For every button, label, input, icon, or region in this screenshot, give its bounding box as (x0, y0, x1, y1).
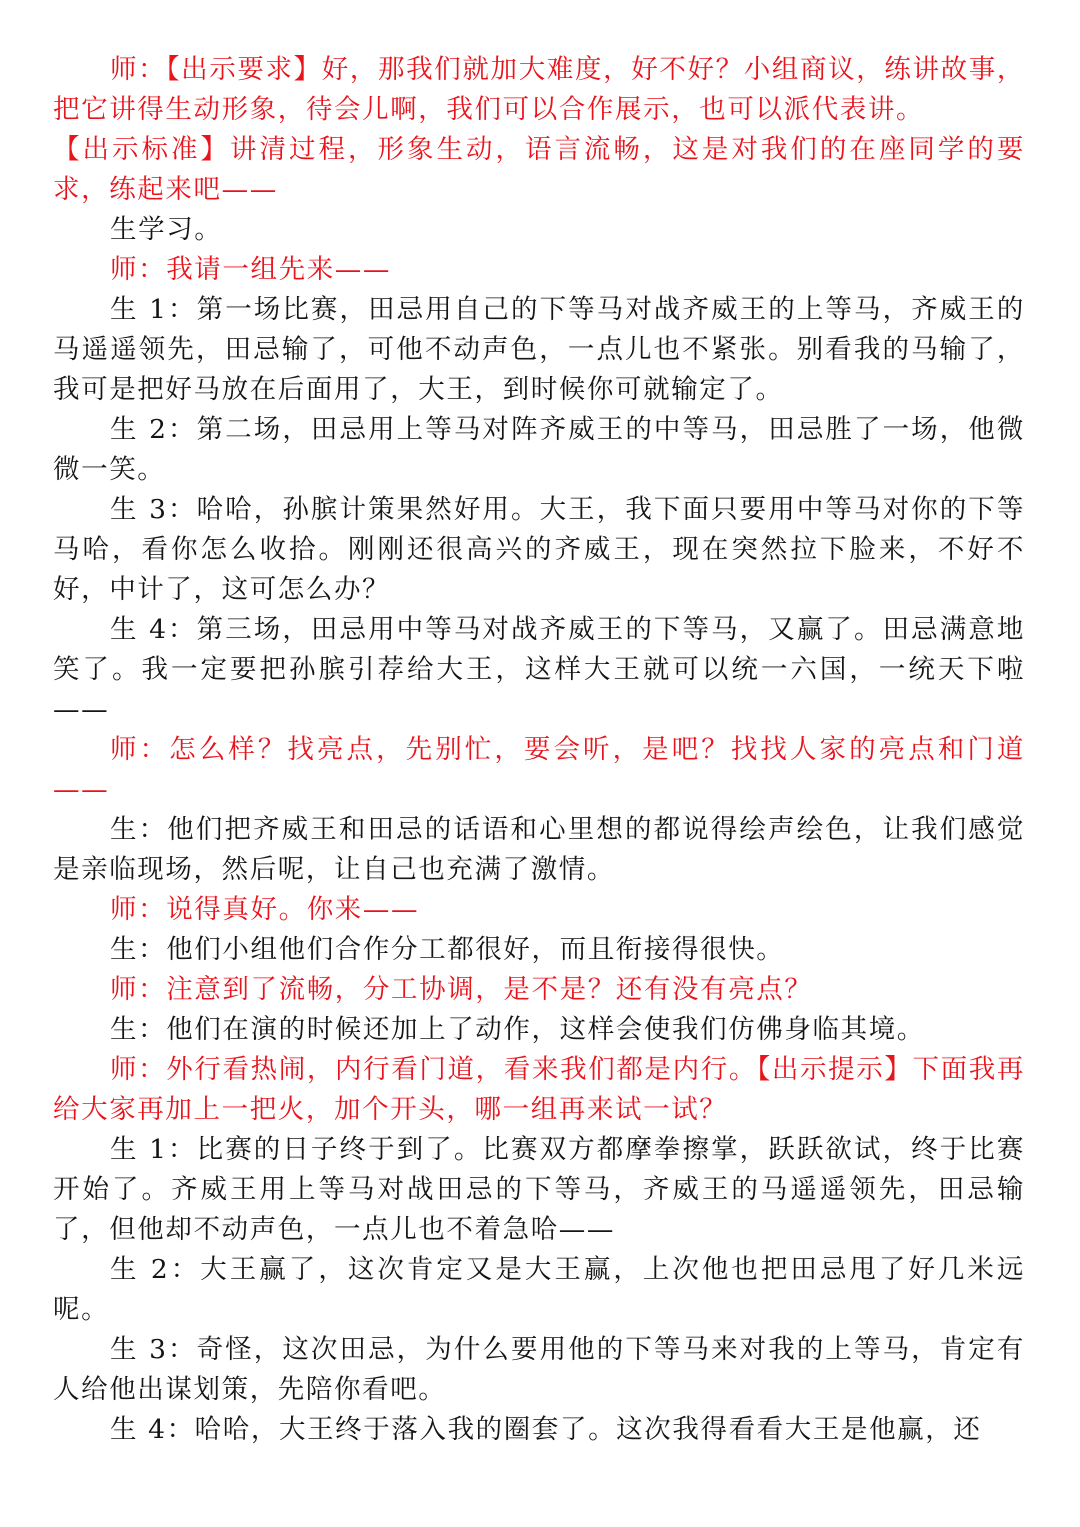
lesson-transcript (53, 50, 1025, 1450)
student-line: 生 1：比赛的日子终于到了。比赛双方都摩拳擦掌，跃跃欲试，终于比赛开始了。齐威王用上等马对战田忌的下等马，齐威王的马遥遥领先，田忌输了，但他却不动声色，一点儿也不着急哈—— (53, 1134, 1025, 1245)
student-line: 生 1：第一场比赛，田忌用自己的下等马对战齐威王的上等马，齐威王的马遥遥领先，田忌输了，可他不动声色，一点儿也不紧张。别看我的马输了，我可是把好马放在后面用了，大王，到时候你可就输定了。 (53, 294, 1025, 405)
teacher-line: 师：怎么样？找亮点，先别忙，要会听，是吧？找找人家的亮点和门道—— (53, 734, 1025, 805)
student-line: 生 4：哈哈，大王终于落入我的圈套了。这次我得看看大王是他赢，还 (110, 1414, 982, 1445)
teacher-line: 师：注意到了流畅，分工协调，是不是？还有没有亮点？ (110, 974, 813, 1005)
student-line: 生 3：奇怪，这次田忌，为什么要用他的下等马来对我的上等马，肯定有人给他出谋划策，先陪你看吧。 (53, 1334, 1025, 1405)
student-line: 生 4：第三场，田忌用中等马对战齐威王的下等马，又赢了。田忌满意地笑了。我一定要把孙膑引荐给大王，这样大王就可以统一六国，一统天下啦—— (53, 614, 1025, 725)
student-line: 生：他们在演的时候还加上了动作，这样会使我们仿佛身临其境。 (110, 1014, 925, 1045)
teacher-line: 师：我请一组先来—— (110, 254, 391, 285)
teacher-line: 师：外行看热闹，内行看门道，看来我们都是内行。【出示提示】下面我再给大家再加上一把火，加个开头，哪一组再来试一试？ (53, 1054, 1025, 1125)
teacher-line: 师：说得真好。你来—— (110, 894, 420, 925)
student-line: 生：他们小组他们合作分工都很好，而且衔接得很快。 (110, 934, 785, 965)
student-line: 生：他们把齐威王和田忌的话语和心里想的都说得绘声绘色，让我们感觉是亲临现场，然后呢，让自己也充满了激情。 (53, 814, 1025, 885)
student-line: 生 2：大王赢了，这次肯定又是大王赢，上次他也把田忌甩了好几米远呢。 (53, 1254, 1025, 1325)
student-line: 生 3：哈哈，孙膑计策果然好用。大王，我下面只要用中等马对你的下等马哈，看你怎么收拾。刚刚还很高兴的齐威王，现在突然拉下脸来，不好不好，中计了，这可怎么办？ (53, 494, 1025, 605)
student-line: 生 2：第二场，田忌用上等马对阵齐威王的中等马，田忌胜了一场，他微微一笑。 (53, 414, 1025, 485)
teacher-line: 师：【出示要求】好，那我们就加大难度，好不好？小组商议，练讲故事，把它讲得生动形象，待会儿啊，我们可以合作展示，也可以派代表讲。 (53, 54, 1025, 125)
student-line: 生学习。 (110, 214, 223, 245)
teacher-line: 【出示标准】讲清过程，形象生动，语言流畅，这是对我们的在座同学的要求，练起来吧—— (53, 134, 1025, 205)
